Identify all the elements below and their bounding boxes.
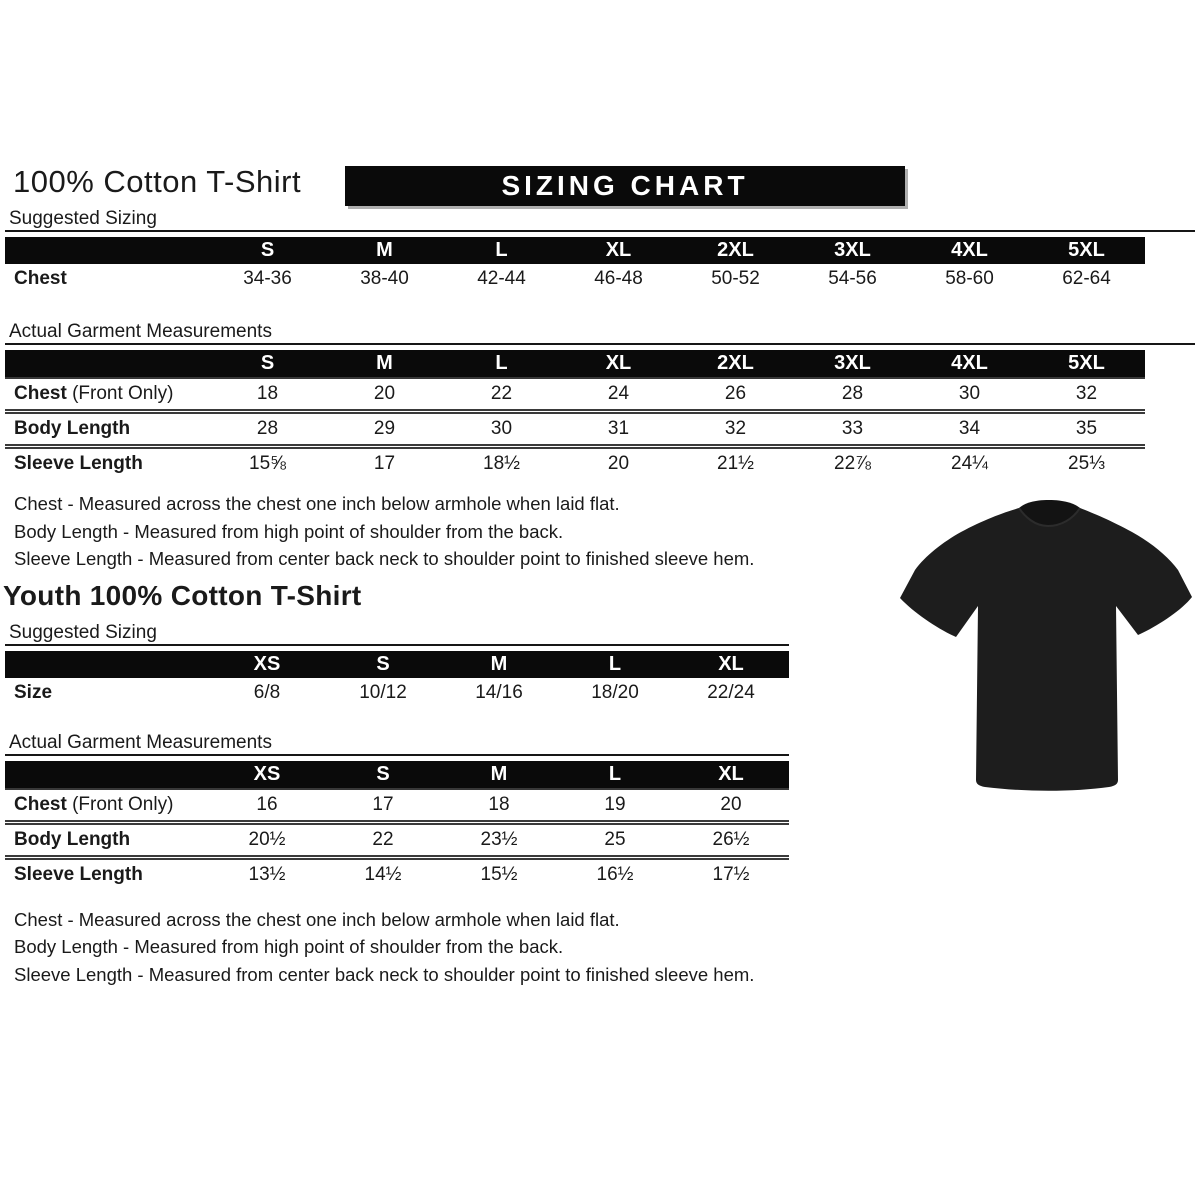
- measurement-cell: 22: [325, 820, 441, 855]
- size-column-header: 5XL: [1028, 350, 1145, 377]
- size-column-header: M: [326, 237, 443, 264]
- measurement-cell: 33: [794, 409, 911, 444]
- measurement-cell: 18: [209, 377, 326, 409]
- measurement-cell: 22: [443, 377, 560, 409]
- table-row-sleeve-length: [5, 444, 1145, 479]
- size-column-header: 4XL: [911, 237, 1028, 264]
- row-label-header: [5, 651, 209, 678]
- measurement-cell: 31: [560, 409, 677, 444]
- measurement-cell: 20½: [209, 820, 325, 855]
- table-row-body-length: [5, 409, 1145, 444]
- measurement-cell: 26: [677, 377, 794, 409]
- row-label-header: [5, 761, 209, 788]
- row-label: [5, 377, 209, 409]
- row-label: [5, 820, 209, 855]
- measurement-cell: 34: [911, 409, 1028, 444]
- table-row-body-length: [5, 820, 789, 855]
- measurement-cell: 10/12: [359, 681, 407, 703]
- measurement-note: Sleeve Length - Measured from center back neck to shoulder point to finished sleeve hem.: [14, 963, 755, 985]
- measurement-cell: 20: [673, 788, 789, 820]
- measurement-cell: 15⅝: [209, 444, 326, 479]
- table-row-chest: [5, 377, 1145, 409]
- measurement-cell: 22⅞: [794, 444, 911, 479]
- measurement-cell: 23½: [441, 820, 557, 855]
- header-row: [5, 651, 789, 678]
- header-row: [5, 761, 789, 788]
- row-label-text: Sleeve Length: [14, 863, 143, 885]
- adult-actual-table: [5, 350, 1145, 479]
- measurement-cell: 16½: [557, 855, 673, 890]
- measurement-cell: 17: [326, 444, 443, 479]
- size-column-header: XL: [673, 761, 789, 788]
- size-column-header: 5XL: [1028, 237, 1145, 264]
- row-label-text: Chest: [14, 793, 67, 815]
- adult-suggested-table: [5, 237, 1145, 294]
- measurement-cell: 19: [557, 788, 673, 820]
- size-column-header: 2XL: [677, 237, 794, 264]
- table-row-chest: [5, 788, 789, 820]
- measurement-cell: 30: [443, 409, 560, 444]
- product-title: 100% Cotton T-Shirt: [13, 164, 302, 199]
- measurement-cell: 35: [1028, 409, 1145, 444]
- measurement-cell: 24: [560, 377, 677, 409]
- row-label-suffix: (Front Only): [66, 793, 174, 815]
- measurement-cell: 18: [441, 788, 557, 820]
- row-label: [5, 855, 209, 890]
- youth-actual-table-wrap: [5, 754, 789, 890]
- size-column-header: L: [443, 237, 560, 264]
- size-column-header: S: [209, 237, 326, 264]
- header-row: [5, 350, 1145, 377]
- measurement-cell: 20: [326, 377, 443, 409]
- measurement-cell: 26½: [673, 820, 789, 855]
- size-column-header: XS: [209, 761, 325, 788]
- row-label: [5, 678, 209, 708]
- measurement-cell: 24¼: [911, 444, 1028, 479]
- row-label: [5, 264, 209, 294]
- size-column-header: 2XL: [677, 350, 794, 377]
- row-label-header: [5, 237, 209, 264]
- row-label-text: Chest: [14, 383, 67, 404]
- measurement-cell: 29: [326, 409, 443, 444]
- measurement-cell: 25⅓: [1028, 444, 1145, 479]
- size-column-header: XS: [209, 651, 325, 678]
- adult-suggested-label: Suggested Sizing: [9, 208, 157, 229]
- size-column-header: S: [325, 651, 441, 678]
- measurement-cell: 28: [209, 409, 326, 444]
- row-label: [5, 444, 209, 479]
- measurement-cell: 34-36: [243, 268, 292, 289]
- size-column-header: L: [557, 761, 673, 788]
- adult-actual-label: Actual Garment Measurements: [9, 321, 272, 342]
- row-label: [5, 788, 209, 820]
- row-label-text: Body Length: [14, 418, 131, 439]
- measurement-cell: 6/8: [253, 681, 281, 703]
- size-column-header: XL: [560, 237, 677, 264]
- row-label-text: Size: [14, 681, 53, 703]
- measurement-cell: 16: [209, 788, 325, 820]
- measurement-note: Body Length - Measured from high point of shoulder from the back.: [14, 936, 564, 957]
- size-column-header: S: [209, 350, 326, 377]
- size-column-header: 4XL: [911, 350, 1028, 377]
- adult-actual-table-wrap: [5, 343, 1195, 479]
- measurement-cell: 20: [560, 444, 677, 479]
- measurement-cell: 14/16: [475, 681, 523, 703]
- youth-suggested-label: Suggested Sizing: [9, 621, 157, 643]
- youth-actual-table: [5, 761, 789, 890]
- measurement-note: Sleeve Length - Measured from center back neck to shoulder point to finished sleeve hem.: [14, 548, 755, 569]
- size-column-header: M: [441, 651, 557, 678]
- measurement-cell: 32: [677, 409, 794, 444]
- black-tshirt-image: [893, 482, 1198, 804]
- measurement-note: Chest - Measured across the chest one inch below armhole when laid flat.: [14, 493, 620, 514]
- table-row-chest: [5, 264, 1145, 294]
- measurement-cell: 22/24: [707, 681, 755, 703]
- measurement-cell: 32: [1028, 377, 1145, 409]
- size-column-header: L: [557, 651, 673, 678]
- row-label-suffix: (Front Only): [66, 383, 174, 404]
- measurement-cell: 18½: [443, 444, 560, 479]
- measurement-cell: 14½: [325, 855, 441, 890]
- measurement-cell: 54-56: [828, 268, 877, 289]
- header-row: [5, 237, 1145, 264]
- measurement-cell: 50-52: [711, 268, 760, 289]
- measurement-cell: 21½: [677, 444, 794, 479]
- row-label-text: Body Length: [14, 828, 131, 850]
- table-row-size: [5, 678, 789, 708]
- measurement-note: Body Length - Measured from high point of shoulder from the back.: [14, 520, 564, 542]
- size-column-header: 3XL: [794, 350, 911, 377]
- sizing-chart-banner: SIZING CHART: [345, 166, 905, 206]
- measurement-cell: 25: [557, 820, 673, 855]
- measurement-cell: 46-48: [594, 268, 643, 289]
- row-label: [5, 409, 209, 444]
- size-column-header: M: [441, 761, 557, 788]
- size-column-header: XL: [673, 651, 789, 678]
- row-label-header: [5, 350, 209, 377]
- measurement-cell: 13½: [209, 855, 325, 890]
- size-column-header: S: [325, 761, 441, 788]
- measurement-cell: 15½: [441, 855, 557, 890]
- measurement-cell: 42-44: [477, 268, 526, 289]
- row-label-text: Sleeve Length: [14, 453, 143, 474]
- adult-suggested-table-wrap: [5, 230, 1195, 294]
- youth-measure-notes: [5, 906, 1195, 989]
- measurement-cell: 62-64: [1062, 268, 1111, 289]
- measurement-cell: 17: [325, 788, 441, 820]
- table-row-sleeve-length: [5, 855, 789, 890]
- size-column-header: XL: [560, 350, 677, 377]
- measurement-cell: 17½: [673, 855, 789, 890]
- row-label-text: Chest: [14, 268, 67, 289]
- size-column-header: L: [443, 350, 560, 377]
- youth-suggested-table-wrap: [5, 644, 789, 708]
- measurement-cell: 30: [911, 377, 1028, 409]
- measurement-note: Chest - Measured across the chest one inch below armhole when laid flat.: [14, 908, 620, 930]
- measurement-cell: 18/20: [591, 681, 639, 703]
- size-column-header: 3XL: [794, 237, 911, 264]
- measurement-cell: 38-40: [360, 268, 409, 289]
- youth-product-title: Youth 100% Cotton T-Shirt: [3, 579, 362, 611]
- measurement-cell: 58-60: [945, 268, 994, 289]
- measurement-cell: 28: [794, 377, 911, 409]
- size-column-header: M: [326, 350, 443, 377]
- youth-suggested-table: [5, 651, 789, 708]
- youth-actual-label: Actual Garment Measurements: [9, 731, 272, 753]
